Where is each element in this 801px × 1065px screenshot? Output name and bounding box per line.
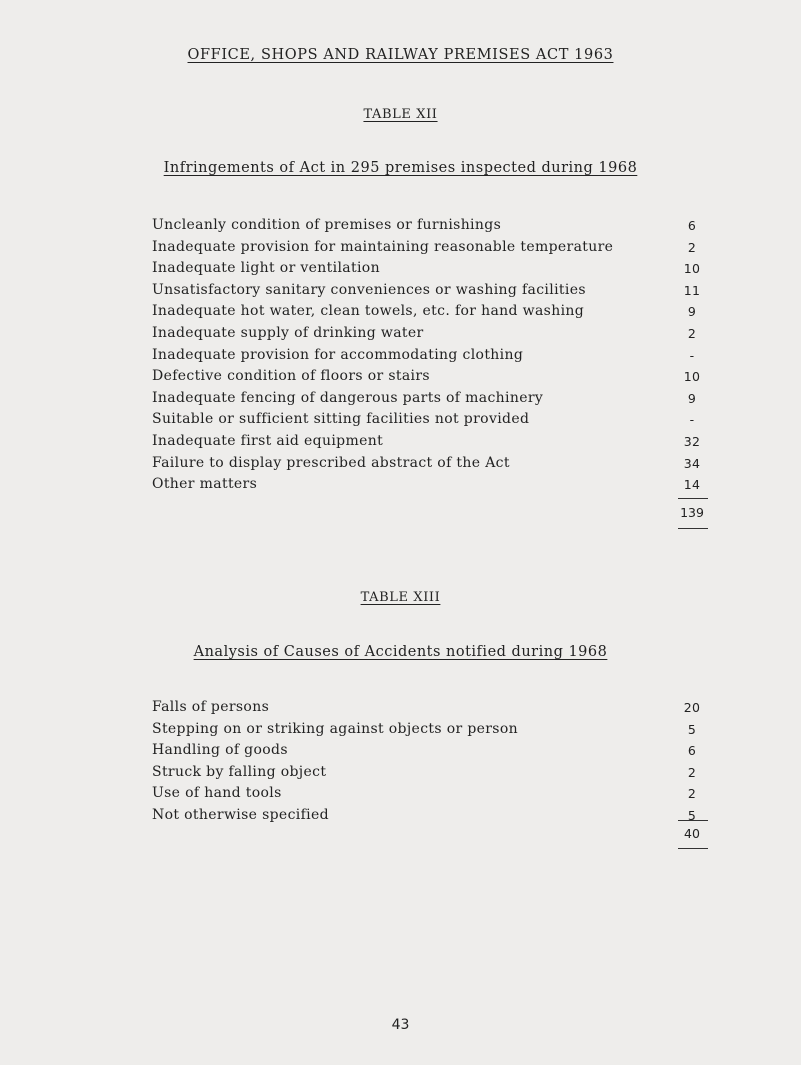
row-value: 5 — [687, 807, 697, 823]
row-label: Inadequate light or ventilation — [152, 260, 380, 277]
row-label: Failure to display prescribed abstract of the Act — [152, 454, 510, 471]
row-value: 20 — [683, 700, 701, 715]
table-xiii-total-rule-bottom — [678, 848, 708, 849]
table-row — [152, 366, 712, 388]
row-value: 11 — [683, 282, 701, 298]
row-value: 2 — [687, 764, 697, 780]
table-row — [152, 719, 712, 741]
row-value: 2 — [687, 325, 697, 341]
act-title-text: OFFICE, SHOPS AND RAILWAY PREMISES ACT 1963 — [187, 47, 614, 63]
page-number: 43 — [391, 1017, 410, 1033]
row-label: Not otherwise specified — [152, 806, 329, 823]
row-value: 5 — [687, 721, 697, 737]
row-value: 14 — [683, 477, 701, 493]
row-label: Defective condition of floors or stairs — [152, 368, 430, 385]
row-label: Other matters — [152, 476, 258, 493]
table-xii-rows — [152, 215, 712, 496]
act-title — [0, 47, 801, 63]
row-label: Unsatisfactory sanitary conveniences or washing facilities — [152, 281, 586, 298]
table-row — [152, 215, 712, 237]
row-value: 9 — [687, 390, 697, 406]
row-label: Inadequate first aid equipment — [152, 432, 384, 449]
row-value: 2 — [687, 786, 697, 802]
table-row — [152, 301, 712, 323]
row-label: Suitable or sufficient sitting facilities not provided — [152, 411, 530, 428]
table-xiii-rows — [152, 697, 712, 827]
table-row — [152, 805, 712, 827]
table-row — [152, 409, 712, 431]
table-xii-total-rule-bottom — [678, 528, 708, 529]
table-xiii-total-rule-top — [678, 820, 708, 821]
table-xii-title-text: TABLE XII — [363, 107, 438, 122]
row-label: Inadequate fencing of dangerous parts of machinery — [152, 389, 544, 406]
table-row — [152, 453, 712, 475]
row-value: 34 — [683, 455, 701, 471]
table-xiii-title — [0, 590, 801, 605]
table-row — [152, 474, 712, 496]
table-xii-caption-text: Infringements of Act in 295 premises inspected during 1968 — [163, 160, 638, 176]
row-label: Struck by falling object — [152, 763, 327, 780]
table-xii-caption — [0, 160, 801, 176]
row-value: 32 — [683, 433, 701, 449]
row-label: Inadequate provision for accommodating clothing — [152, 346, 524, 363]
table-xii-total-rule-top — [678, 498, 708, 499]
row-value: - — [689, 412, 695, 428]
table-xiii-title-text: TABLE XIII — [360, 590, 441, 605]
table-row — [152, 280, 712, 302]
row-label: Inadequate hot water, clean towels, etc. for hand washing — [152, 303, 585, 320]
row-label: Handling of goods — [152, 742, 288, 759]
table-xii-total: 139 — [680, 505, 704, 520]
table-row — [152, 783, 712, 805]
table-row — [152, 258, 712, 280]
table-xiii-caption-text: Analysis of Causes of Accidents notified during 1968 — [193, 644, 608, 660]
table-xii-title — [0, 107, 801, 122]
row-label: Uncleanly condition of premises or furnishings — [152, 217, 502, 233]
table-row — [152, 762, 712, 784]
table-row — [152, 697, 712, 719]
row-value: 2 — [687, 239, 697, 255]
row-value: 9 — [687, 304, 697, 320]
row-label: Falls of persons — [152, 699, 270, 715]
row-value: 10 — [683, 261, 701, 277]
table-xiii-caption — [0, 644, 801, 660]
row-value: 6 — [687, 743, 697, 759]
table-row — [152, 431, 712, 453]
row-value: 6 — [687, 218, 697, 233]
row-label: Inadequate provision for maintaining reasonable temperature — [152, 238, 614, 255]
table-row — [152, 323, 712, 345]
table-row — [152, 345, 712, 367]
table-row — [152, 740, 712, 762]
table-row — [152, 237, 712, 259]
table-row — [152, 388, 712, 410]
row-label: Inadequate supply of drinking water — [152, 324, 424, 341]
table-xiii-total: 40 — [684, 826, 700, 841]
row-label: Stepping on or striking against objects or person — [152, 720, 518, 737]
row-label: Use of hand tools — [152, 785, 282, 802]
row-value: 10 — [683, 369, 701, 385]
row-value: - — [689, 347, 695, 363]
